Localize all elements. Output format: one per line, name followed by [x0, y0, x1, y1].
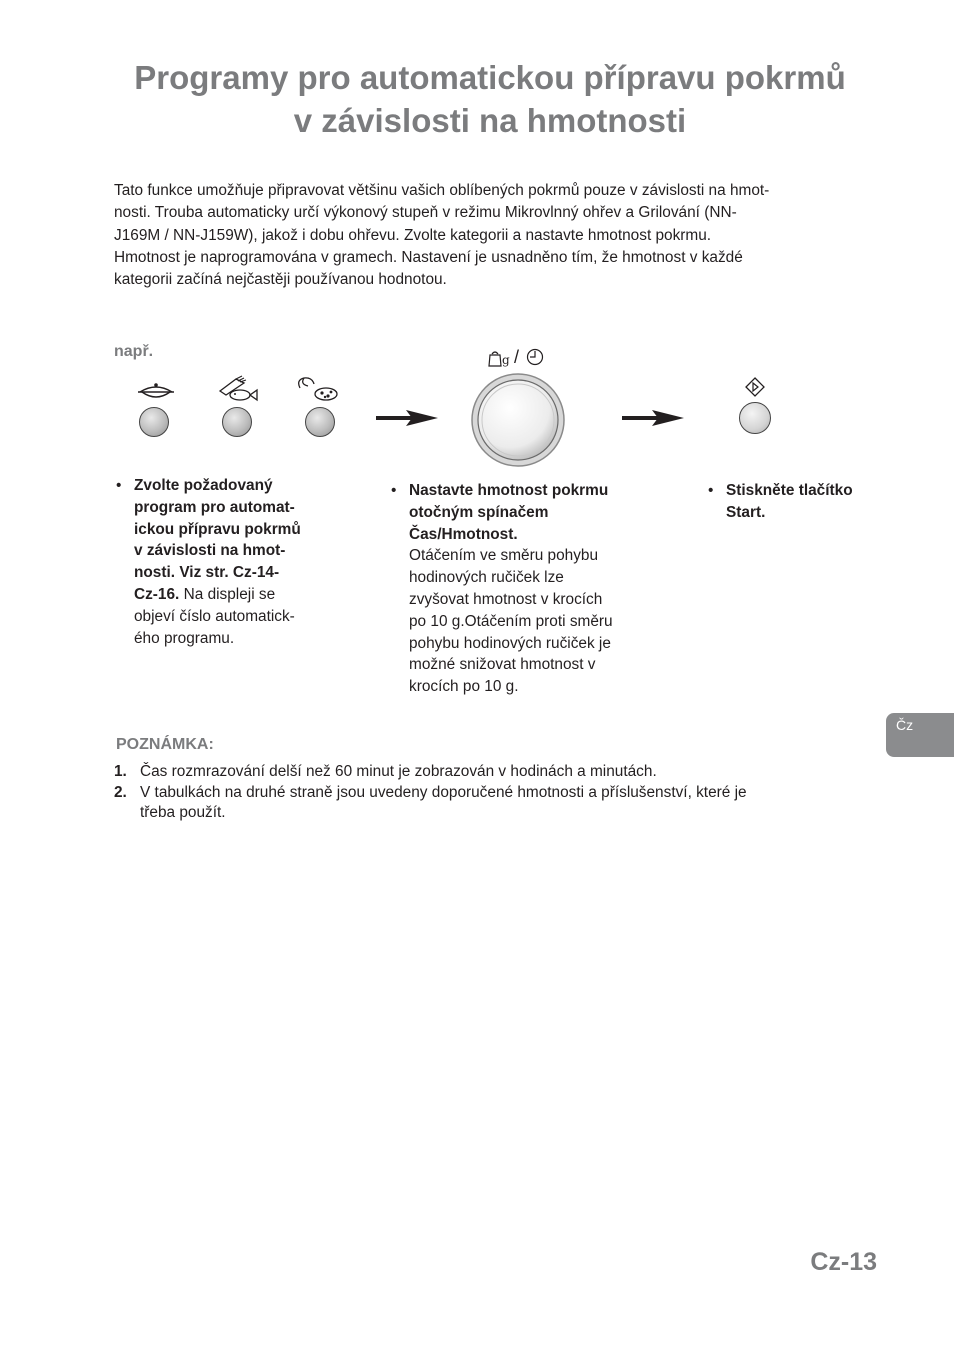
step-normal-line: pohybu hodinových ručiček je	[409, 634, 611, 652]
page-title	[60, 56, 920, 142]
language-tab: Čz	[886, 713, 954, 757]
example-label: např.	[114, 343, 154, 360]
step-normal-line: ého programu.	[134, 629, 235, 647]
step-bold-line: ickou přípravu pokrmů	[134, 520, 301, 538]
step-bold-line: Start.	[726, 503, 766, 521]
step-normal-line: hodinových ručiček lze	[409, 569, 564, 587]
step-bold-line: program pro automat-	[134, 498, 295, 516]
weight-icon	[487, 349, 503, 367]
time-weight-dial[interactable]	[470, 372, 566, 468]
step-1-text	[116, 475, 334, 649]
step-bullet: •	[391, 482, 397, 499]
step-normal-line: Otáčením ve směru pohybu	[409, 547, 599, 565]
step-bold-line: nosti. Viz str. Cz-14-	[134, 564, 280, 582]
intro-line: kategorii začíná nejčastěji používanou hodnotou.	[114, 271, 447, 289]
step-bold-line: v závislosti na hmot-	[134, 542, 286, 560]
arrow-right-icon	[376, 408, 438, 428]
pizza-icon	[294, 374, 344, 404]
step-2-text	[391, 480, 659, 698]
dish-icon	[136, 380, 176, 404]
step-normal-line: krocích po 10 g.	[409, 678, 519, 696]
step-bullet: •	[116, 477, 122, 494]
step-bold-line: Stiskněte tlačítko	[726, 482, 853, 499]
intro-line: Tato funkce umožňuje připravovat většinu vašich oblíbených pokrmů pouze v závislosti na hmot-	[114, 182, 770, 199]
intro-line: J169M / NN-J159W), jakož i dobu ohřevu. Zvolte kategorii a nastavte hmotnost pokrmu.	[114, 226, 712, 244]
note-text: V tabulkách na druhé straně jsou uvedeny doporučené hmotnosti a příslušenství, které je	[140, 783, 747, 801]
note-text: třeba použít.	[140, 804, 226, 821]
weight-unit-label: g	[502, 353, 510, 367]
note-item	[114, 783, 864, 824]
arrow-right-icon	[622, 408, 684, 428]
page-title-line: Programy pro automatickou přípravu pokrmů	[134, 59, 846, 96]
note-text: Čas rozmrazování delší než 60 minut je zobrazován v hodinách a minutách.	[140, 763, 657, 780]
note-number: 2.	[114, 783, 127, 801]
dish-program-button[interactable]	[139, 407, 169, 437]
step-bold-line: Čas/Hmotnost.	[409, 525, 518, 543]
page-number: Cz-13	[810, 1248, 877, 1276]
step-mixed-line: Cz-16. Na displeji se	[134, 585, 276, 603]
step-normal-line: objeví číslo automatick-	[134, 607, 295, 625]
step-normal-line: možné snižovat hmotnost v	[409, 656, 596, 674]
dial-symbol-separator: /	[514, 347, 520, 367]
fish-program-button[interactable]	[222, 407, 252, 437]
step-bold-line: Nastavte hmotnost pokrmu	[409, 482, 609, 499]
step-bold-line: otočným spínačem	[409, 503, 549, 521]
step-3-text	[708, 480, 896, 524]
clock-icon	[526, 348, 544, 366]
step-bold-line: Zvolte požadovaný	[134, 477, 273, 494]
intro-line: nosti. Trouba automaticky určí výkonový stupeň v režimu Mikrovlnný ohřev a Grilování (NN-	[114, 204, 737, 222]
intro-paragraph	[114, 180, 872, 291]
step-normal-line: zvyšovat hmotnost v krocích	[409, 590, 603, 608]
page-title-line: v závislosti na hmotnosti	[293, 102, 687, 139]
start-icon	[745, 377, 765, 397]
pizza-program-button[interactable]	[305, 407, 335, 437]
note-list	[114, 762, 864, 824]
step-bullet: •	[708, 482, 714, 499]
fish-vegetable-icon	[214, 375, 262, 405]
note-item	[114, 762, 864, 783]
intro-line: Hmotnost je naprogramována v gramech. Nastavení je usnadněno tím, že hmotnost v každé	[114, 248, 743, 266]
note-heading: POZNÁMKA:	[116, 736, 214, 753]
step-normal-line: po 10 g.Otáčením proti směru	[409, 612, 613, 630]
note-number: 1.	[114, 763, 127, 780]
start-button[interactable]	[739, 402, 771, 434]
